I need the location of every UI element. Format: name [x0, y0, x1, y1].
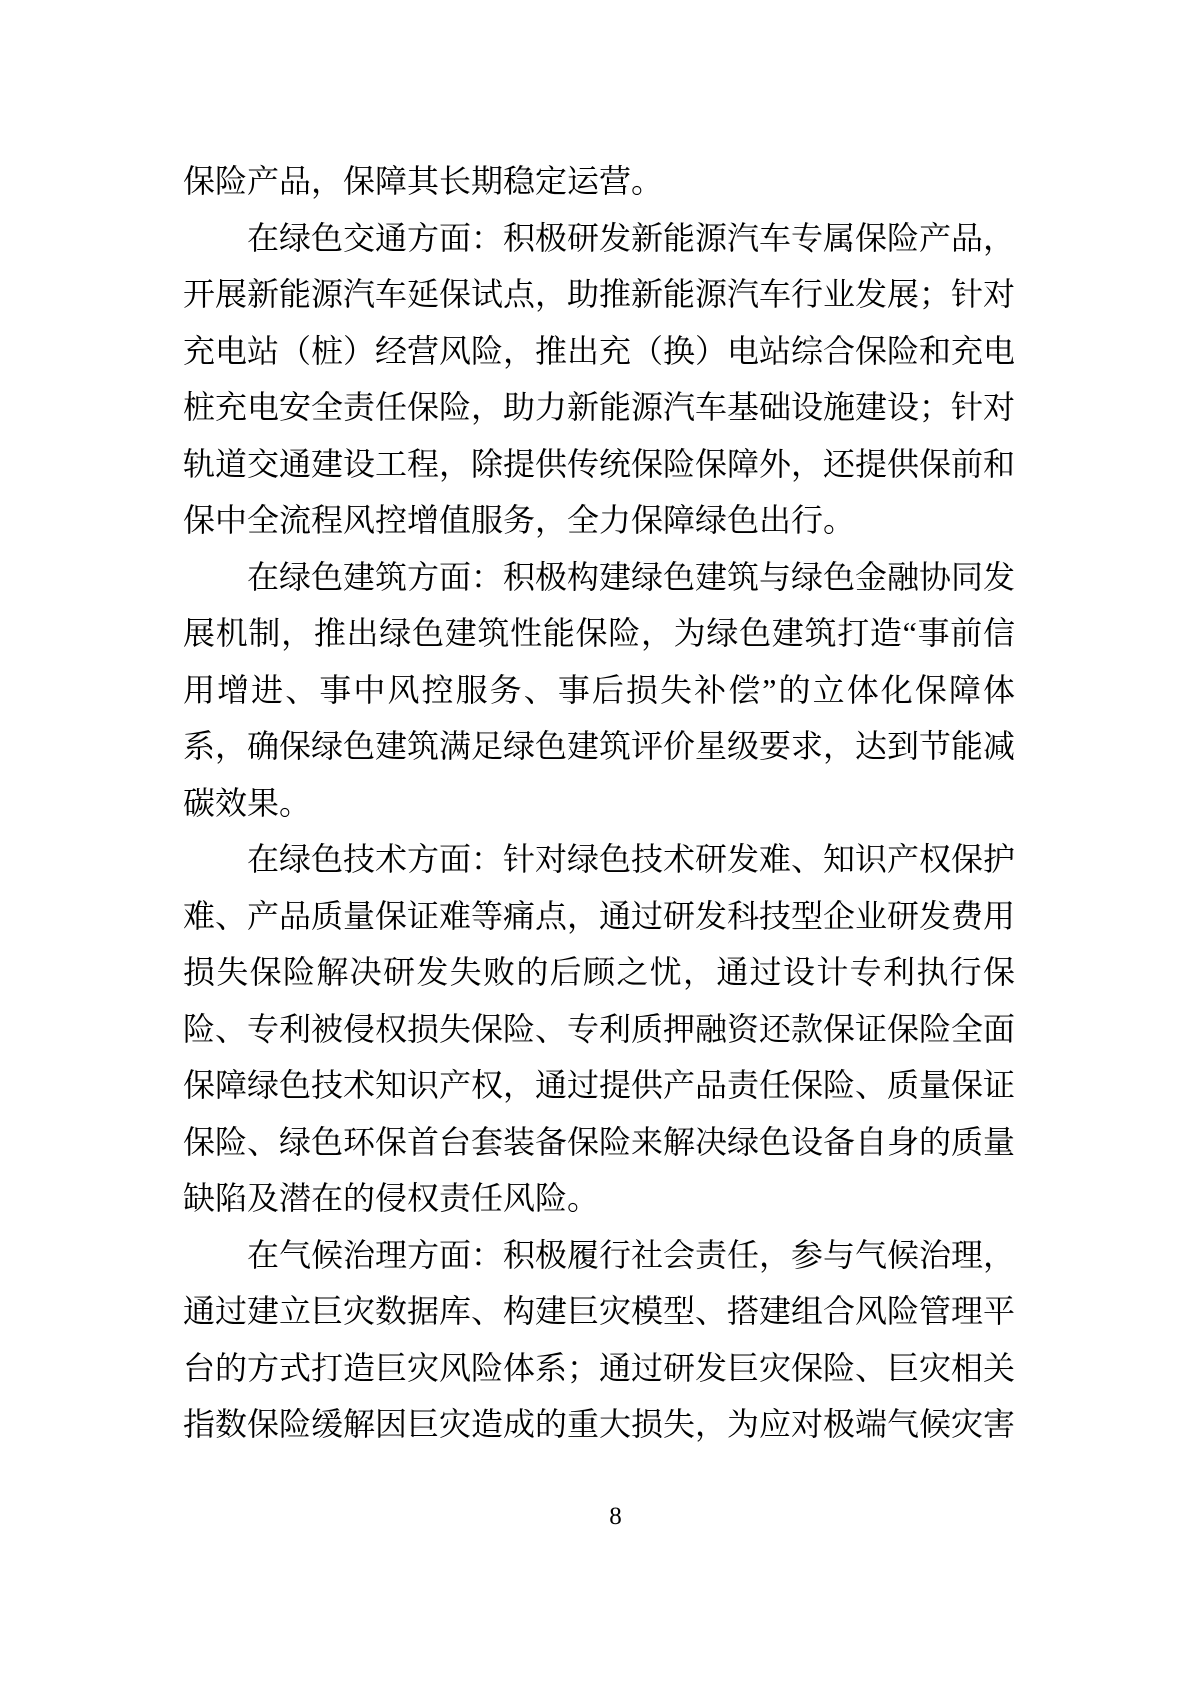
paragraph-green-transport: 在绿色交通方面：积极研发新能源汽车专属保险产品，开展新能源汽车延保试点，助推新能源汽车行业发展；针对充电站（桩）经营风险，推出充（换）电站综合保险和充电桩充电安全责任保险，助力新能源汽车基础设施建设；针对轨道交通建设工程，除提供传统保险保障外，还提供保前和保中全流程风控增值服务，全力保障绿色出行。 [183, 219, 1016, 538]
paragraph-continuation: 保险产品，保障其长期稳定运营。 [183, 163, 664, 199]
paragraph-climate-governance: 在气候治理方面：积极履行社会责任，参与气候治理，通过建立巨灾数据库、构建巨灾模型、搭建组合风险管理平台的方式打造巨灾风险体系；通过研发巨灾保险、巨灾相关指数保险缓解因巨灾造成的重大损失，为应对极端气候灾害 [183, 1236, 1016, 1442]
page-number: 8 [609, 1503, 622, 1530]
page-body-text [183, 153, 1015, 1453]
paragraph-green-technology: 在绿色技术方面：针对绿色技术研发难、知识产权保护难、产品质量保证难等痛点，通过研发科技型企业研发费用损失保险解决研发失败的后顾之忧，通过设计专利执行保险、专利被侵权损失保险、专利质押融资还款保证保险全面保障绿色技术知识产权，通过提供产品责任保险、质量保证保险、绿色环保首台套装备保险来解决绿色设备自身的质量缺陷及潜在的侵权责任风险。 [183, 841, 1016, 1216]
paragraph-green-building: 在绿色建筑方面：积极构建绿色建筑与绿色金融协同发展机制，推出绿色建筑性能保险，为绿色建筑打造“事前信用增进、事中风控服务、事后损失补偿”的立体化保障体系，确保绿色建筑满足绿色建筑评价星级要求，达到节能减碳效果。 [183, 558, 1016, 821]
